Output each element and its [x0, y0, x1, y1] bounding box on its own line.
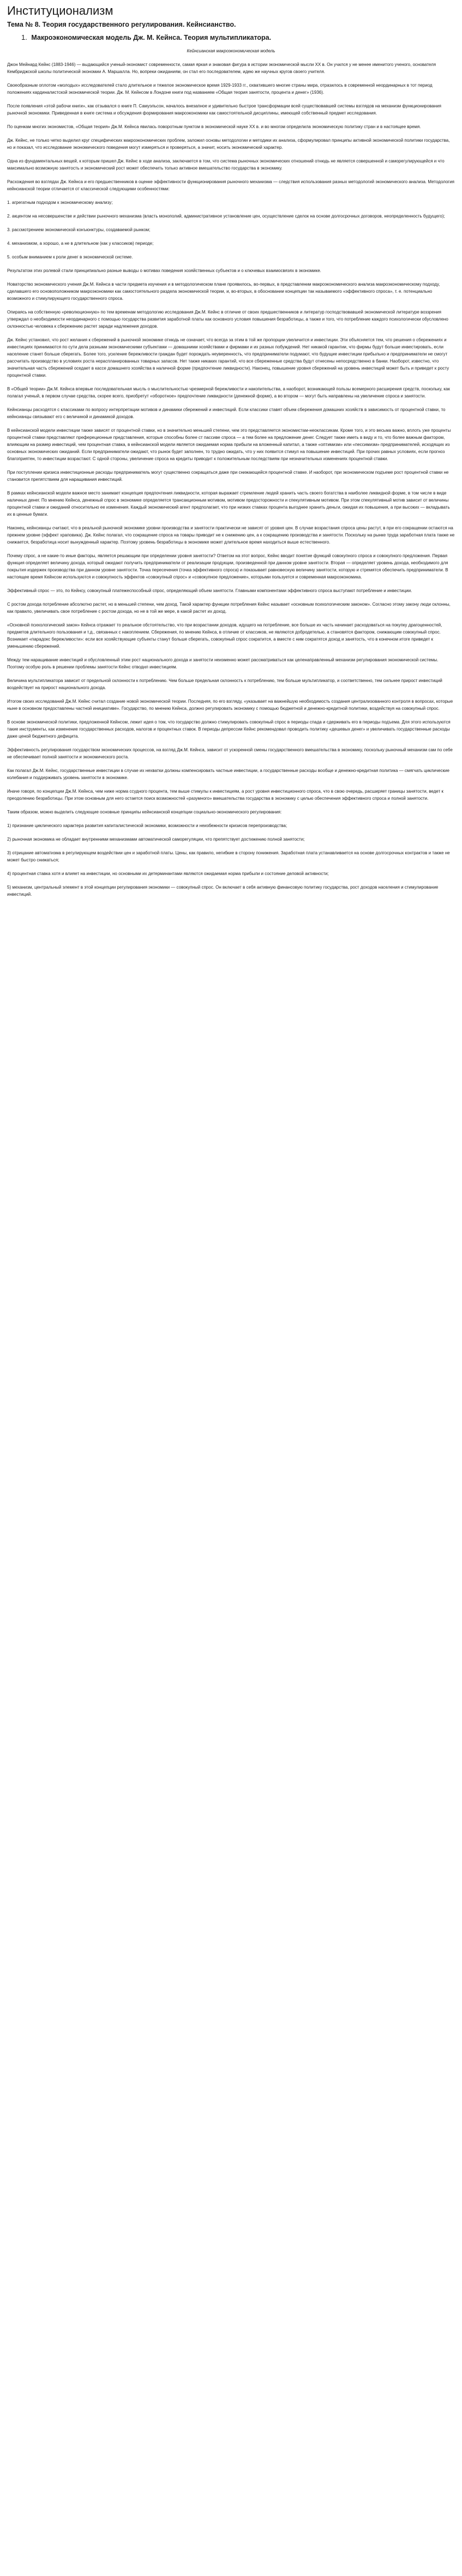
paragraph: При поступлении кризиса инвестиционные расходы предприниматель могут существенно сокращаться даже при снижающейся процентной ставке. И наоборот, при экономическом подъеме рост процентной ставки не становится препятствием для наращивания инвестиций. — [7, 470, 449, 482]
paragraph: Кейнсианцы расходятся с классиками по вопросу интерпретации мотивов и динамики сбережений и инвестиций. Если классики ставят объем сбережения домашних хозяйств в зависимость от процентной ставки, то кейнсианцы связывают его с величиной и динамикой доходов. — [7, 407, 446, 419]
paragraph: 2. акцентом на несовершенстве и действии рыночного механизма (власть монополий, административное установление цен, осуществление сделок на основе долгосрочных договоров, неопределенность будущего); — [7, 214, 445, 219]
paragraph: Наконец, кейнсианцы считают, что в реальной рыночной экономике уровни производства и занятости практически не зависят от уровня цен. В случае возрастания спроса цены растут, в при его сокращении остаются на прежнем уровне (эффект храповика). Дж. Кейнс полагал, что сокращение спроса на товары приводит не к снижению цен, а к сокращению производства и занятости. Поскольку на рынке труда заработная плата также не снижается, безработица носит вынужденный характер. Поэтому уровень безработицы в экономике может длительное время находиться выше естественного. — [7, 526, 455, 545]
paragraph: 4. механизмом, а хорошо, а не в длительном (как у классиков) периоде; — [7, 241, 154, 246]
paragraph: Дж. Кейнс установил, что рост желания к сбережений в рыночной экономике отнюдь не означает, что всегда за этим в той же пропорции увеличится и инвестиции. Эти объясняется тем, что решения о сбережениях и инвестициях принимаются по сути дела разными экономическими субъектами — домашними хозяйствами и фирмами и их разных побуждений. Нет никакой гарантии, что фирмы будут больше инвестировать, если население станет больше сберегать. Более того, усиление бережливости граждан будет порождать неуверенность, что предприниматели подумают, что будущие инвестиции прибыльно и предприниматели не смогут рассчитать производство в условиях роста нераспланированных товарных запасов. Нет также никаких гарантий, что все сбереженные средства будут отнесены непосредственно в банки. Наоборот, известно, что значительная часть сбережений оседает в кассе домашнего хозяйства в наличной форме (предпочтение ликвидности). Наконец, повышение уровня сбережений на уровень инвестиций может быть и приведет к росту процентной ставки. — [7, 337, 449, 378]
paragraph: «Основной психологический закон» Кейнса отражает то реальное обстоятельство, что при возрастании доходов, идущего на потребление, все больше их часть начинает расходоваться на покупку драгоценностей, предметов длительного пользования и т.д., связанных с накоплением. Сбережения, по мнению Кейнса, в отличие от классиков, не являются добродетелью, а становятся фактором, снижающим совокупный спрос. Возникает «парадокс бережливости»: если все хозяйствующие субъекты станут больше сберегать, совокупный спрос сократится, а вместе с ним сократятся доход и занятость, что в конечном итоге приведет к уменьшению сбережений. — [7, 623, 442, 649]
paragraph: Опираясь на собственную «революционную» по тем временам методологию исследования Дж.М. Кейнс в отличие от своих предшественников и литератур господствовавшей экономической литературе воззрения утверждал о необходимости неординарного с помощью государства развития заработной платы как основного условия повышения безработицы, а также и того, что потребление каждого психологически обусловлено склонностью человека к сбережению растет заради надлежения доходов. — [7, 310, 448, 329]
paragraph: Одна из фундаментальных вещей, к которым пришел Дж. Кейнс в ходе анализа, заключается в том, что система рыночных экономических отношений отнюдь не является совершенной и саморегулирующейся и что максимально возможную занятость и экономический рост может обеспечить только активное вмешательство государства в экономику. — [7, 159, 445, 171]
paragraph: Новаторство экономического учения Дж.М. Кейнса в части предмета изучения и в методологическом плане проявилось, во-первых, в представлении макроэкономического анализа макроэкономическому подходу, сделавшего его основоположником макроэкономики как самостоятельного раздела экономической теории, и, во-вторых, в обосновании концепции так называемого «эффективного спроса», т. е. потенциально возможного и стимулирующего государственного спроса. — [7, 282, 440, 301]
paragraph: В кейнсианской модели инвестиции также зависят от процентной ставки, но в значительно меньшей степени, чем это представляется экономистам-неоклассикам. Кроме того, и это весьма важно, вплоть уже проценты процентной ставки представляют префереционные представления, которые способны более ст пассиве спроса — а тем более на предложение денег. Следует также иметь в виду и то, что более важным фактором, влияющим на размер инвестиций, чем процентная ставка, в кейнсианской модели является ожидаемая норма прибыли на вложенный капитал, а также «оптимизм» или «пессимизм» предпринимателей, исходящих из основных экономических ожиданий. Если предприниматели ожидают, что рынок будет заполнен, то трудно ожидать, что у них появится стимул на повышение инвестиций. При прочих равных условиях, если прогноз благоприятен, то инвестиции возрастают. С одной стороны, увеличение спроса на кредиты приводит к положительным последствиям при незначительных изменениях процентной ставки. — [7, 428, 451, 461]
page-title: Институционализм — [7, 4, 113, 17]
paragraph: Дж. Кейнс, не только четко выделил круг специфических макроэкономических проблем, заложил основы методологии и методики их анализа, сформулировал принципы активной экономической политики государства, но и показал, что исследование экономического поведения могут измеряться и проверяться, а значит, носить экономический характер. — [7, 138, 450, 150]
paragraph: 2) рыночная экономика не обладает внутренними механизмами автоматической саморегуляции, что препятствует достижению полной занятости; — [7, 837, 305, 842]
paragraph: Почему спрос, а не какие-то иные факторы, является решающим при определении уровня занятости? Ответом на этот вопрос, Кейнс вводит понятие функций совокупного спроса и совокупного предложения. Первая функция определяет величину дохода, который ожидают получить предприниматели от реализации продукции, произведенной при данном уровне занятости. Вторая — определяет уровень дохода, необходимого для покрытия издержек производства при данном уровне занятости. Точка пересечения (точка эффективного спроса) и показывает равновесную величину занятости, которую и стремятся обеспечить предприниматели. В настоящее время Кейнсом используются и совокупность эффектов «совокупный спрос» и «совокупное предложение», которыми пользуется и современная макроэкономика. — [7, 553, 448, 580]
paragraph: С ростом дохода потребление абсолютно растет, но в меньшей степени, чем доход. Такой характер функции потребления Кейнс называет «основным психологическим законом». Согласно этому закону люди склонны, как правило, увеличивать свое потребление с ростом дохода, но не в той же мере, в какой растет их доход. — [7, 602, 451, 614]
section-number: 1. — [21, 33, 27, 41]
paragraph: 5) механизм, центральный элемент в этой концепции регулирования экономики — совокупный спрос. Он включает в себя активную финансовую политику государства, рост доходов населения и стимулирование инвестиций. — [7, 885, 439, 897]
paragraph: В «Общей теории» Дж.М. Кейнса впервые последовательная мысль о мыслительностью чрезмерной бережливости и накопительства, а наоборот, возникающей пользы всемерного расширения средств, поскольку, как полагал ученый, в первом случае средства, скорее всего, приобретут «оборотное» предпочтение ликвидности (денежной форме), а во втором — могут быть направлены на увеличение спроса и занятости. — [7, 387, 450, 399]
paragraph: После появления «этой рабочи книги», как отзывался о книге П. Самуэльсон, началось внезапное и удивительно быстрое трансформации всей существовавшей системы взглядов на механизм функционирования рыночной экономики. Приведенная в книге система и обсуждения формирования макроэкономики как самостоятельной дисциплины, имеющей собственный предмет исследования. — [7, 104, 441, 116]
paragraph: Результатом этих ролевой стали принципиально разные выводы о мотивах поведения хозяйственных субъектов и о ключевых взаимосвязях в экономике. — [7, 268, 321, 273]
paragraph: Итогом своих исследований Дж.М. Кейнс считал создание новой экономической теории. Последняя, по его взгляду, «указывает на важнейшую необходимость создания централизованного контроля в вопросах, которые ныне в основном предоставлены частной инициативе». Государство, по мнению Кейнса, должно регулировать экономику с помощью бюджетной и денежно-кредитной политики, воздействуя на совокупный спрос. — [7, 699, 453, 711]
paragraph: 4) процентная ставка хотя и влияет на инвестиции, но основными их детерминантами являются ожидаемая норма прибыли и состояние деловой активности; — [7, 871, 329, 876]
paragraph: В основе экономической политики, предложенной Кейнсом, лежит идея о том, что государство должно стимулировать совокупный спрос в периоды спада и сдерживать его в периоды подъема. Для этого используются такие инструменты, как изменение государственных расходов, налогов и процентных ставок. В периоды депрессии Кейнс рекомендовал проводить политику «дешевых денег» и увеличивать государственные расходы даже ценой бюджетного дефицита. — [7, 720, 451, 739]
paragraph: Эффективный спрос — это, по Кейнсу, совокупный платежеспособный спрос, определяющий объем занятости. Главными компонентами эффективного спроса выступают потребление и инвестиции. — [7, 588, 412, 593]
document-page — [0, 0, 462, 898]
paragraph: Между тем наращивание инвестиций и обусловленный этим рост национального дохода и занятости неизменно может рассматриваться как целенаправленный механизм регулирования экономической системы. Поэтому особую роль в решении проблемы занятости Кейнс отводил инвестициям. — [7, 657, 439, 669]
paragraph: 3. рассмотрением экономической конъюнктуры, создаваемой рынком; — [7, 227, 151, 232]
paragraph: Величина мультипликатора зависит от предельной склонности к потреблению. Чем больше предельная склонность к потреблению, тем больше мультипликатор, и соответственно, тем сильнее прирост инвестиций воздействует на прирост национального дохода. — [7, 678, 442, 690]
paragraph: 1) признание циклического характера развития капиталистической экономики, возможности и неизбежности кризисов перепроизводства; — [7, 823, 287, 828]
paragraph: 5. особым вниманием к роли денег в экономической системе. — [7, 255, 133, 260]
paragraph: По оценкам многих экономистов, «Общая теория» Дж.М. Кейнса явилась поворотным пунктом в экономической науке XX в. и во многом определила экономическую политику стран и в настоящее время. — [7, 124, 421, 129]
document-body — [7, 61, 455, 898]
paragraph: Своеобразным оплотом «молодых» исследователей стало длительное и тяжелое экономическое время 1929-1933 гг., охватившего многие страны мира, отразилось в современной неординарных в тот период положениях кардиналистской экономической теории. Дж. М. Кейнсом в Лондоне книги под названием «Общая теория занятости, процента и денег» (1936). — [7, 83, 433, 95]
paragraph: 3) отрицание автоматизма в регулирующем воздействии цен и заработной платы. Цены, как правило, негибкие в сторону понижения. Заработная плата устанавливается на основе долгосрочных контрактов и также не может быстро снижаться; — [7, 850, 450, 862]
paragraph: Джон Мейнард Кейнс (1883-1946) — выдающийся ученый-экономист современности, самая яркая и знаковая фигура в истории экономической мысли XX в. Он учился у не менее именитого ученого, основателя Кембриджской школы политической экономии А. Маршалла. Но, вопреки ожиданиям, он стал его последователем, идею же научных кругов своего учителя. — [7, 62, 436, 74]
paragraph: В рамках кейнсианской модели важное место занимает концепция предпочтения ликвидности, которая выражает стремление людей хранить часть своего богатства в наиболее ликвидной форме, в том числе в виде наличных денег. По мнению Кейнса, денежный спрос в экономике определяется трансакционным мотивом, мотивом предосторожности и спекулятивным мотивом. При этом спекулятивный мотив зависит от величины процентной ставки и ожиданий относительно ее изменения. Каждый экономический агент предполагает, что при низких ставках процента выгоднее хранить деньги, ожидая их повышения, а при высоких — вкладывать их в ценные бумаги. — [7, 491, 450, 517]
paragraph: Расхождения во взглядах Дж. Кейнса и его предшественников в оценке эффективности функционирования рыночного механизма — следствия использования разных методологий экономического анализа. Методология кейнсианской теории отличается от классической следующими особенностями: — [7, 179, 455, 191]
paragraph: Как полагал Дж.М. Кейнс, государственные инвестиции в случае их нехватки должны компенсировать частные инвестиции, а государственные расходы вообще и денежно-кредитная политика — смягчать циклические колебания и поддерживать уровень занятости в экономике. — [7, 768, 449, 780]
section-heading — [21, 33, 455, 43]
section-title: Макроэкономическая модель Дж. М. Кейнса. Теория мультипликатора. — [31, 34, 272, 41]
paragraph: Таким образом, можно выделить следующие основные принципы кейнсианской концепции социально-экономического регулирования: — [7, 810, 282, 815]
subheading: Кейнсианская макроэкономическая модель — [187, 49, 275, 53]
paragraph: 1. агрегатным подходом к экономическому анализу; — [7, 200, 113, 205]
paragraph: Эффективность регулирования государством экономических процессов, на взгляд Дж.М. Кейнса, зависит от ускоренной смены государственного вмешательства в экономику, поскольку рыночный механизм сам по себе не обеспечивает полной занятости и экономического роста. — [7, 747, 453, 759]
paragraph: Иначе говоря, по концепции Дж.М. Кейнса, чем ниже норма ссудного процента, тем выше стимулы к инвестициям, а рост уровня инвестиционного спроса, что в свою очередь, расширяет границы занятости, ведет к преодолению безработицы. При этом основным для него остается поиск возможностей «разумного» вмешательства государства в экономику с целью обеспечения эффективного спроса и полной занятости. — [7, 789, 443, 801]
topic-heading: Тема № 8. Теория государственного регулирования. Кейнсианство. — [7, 21, 236, 28]
